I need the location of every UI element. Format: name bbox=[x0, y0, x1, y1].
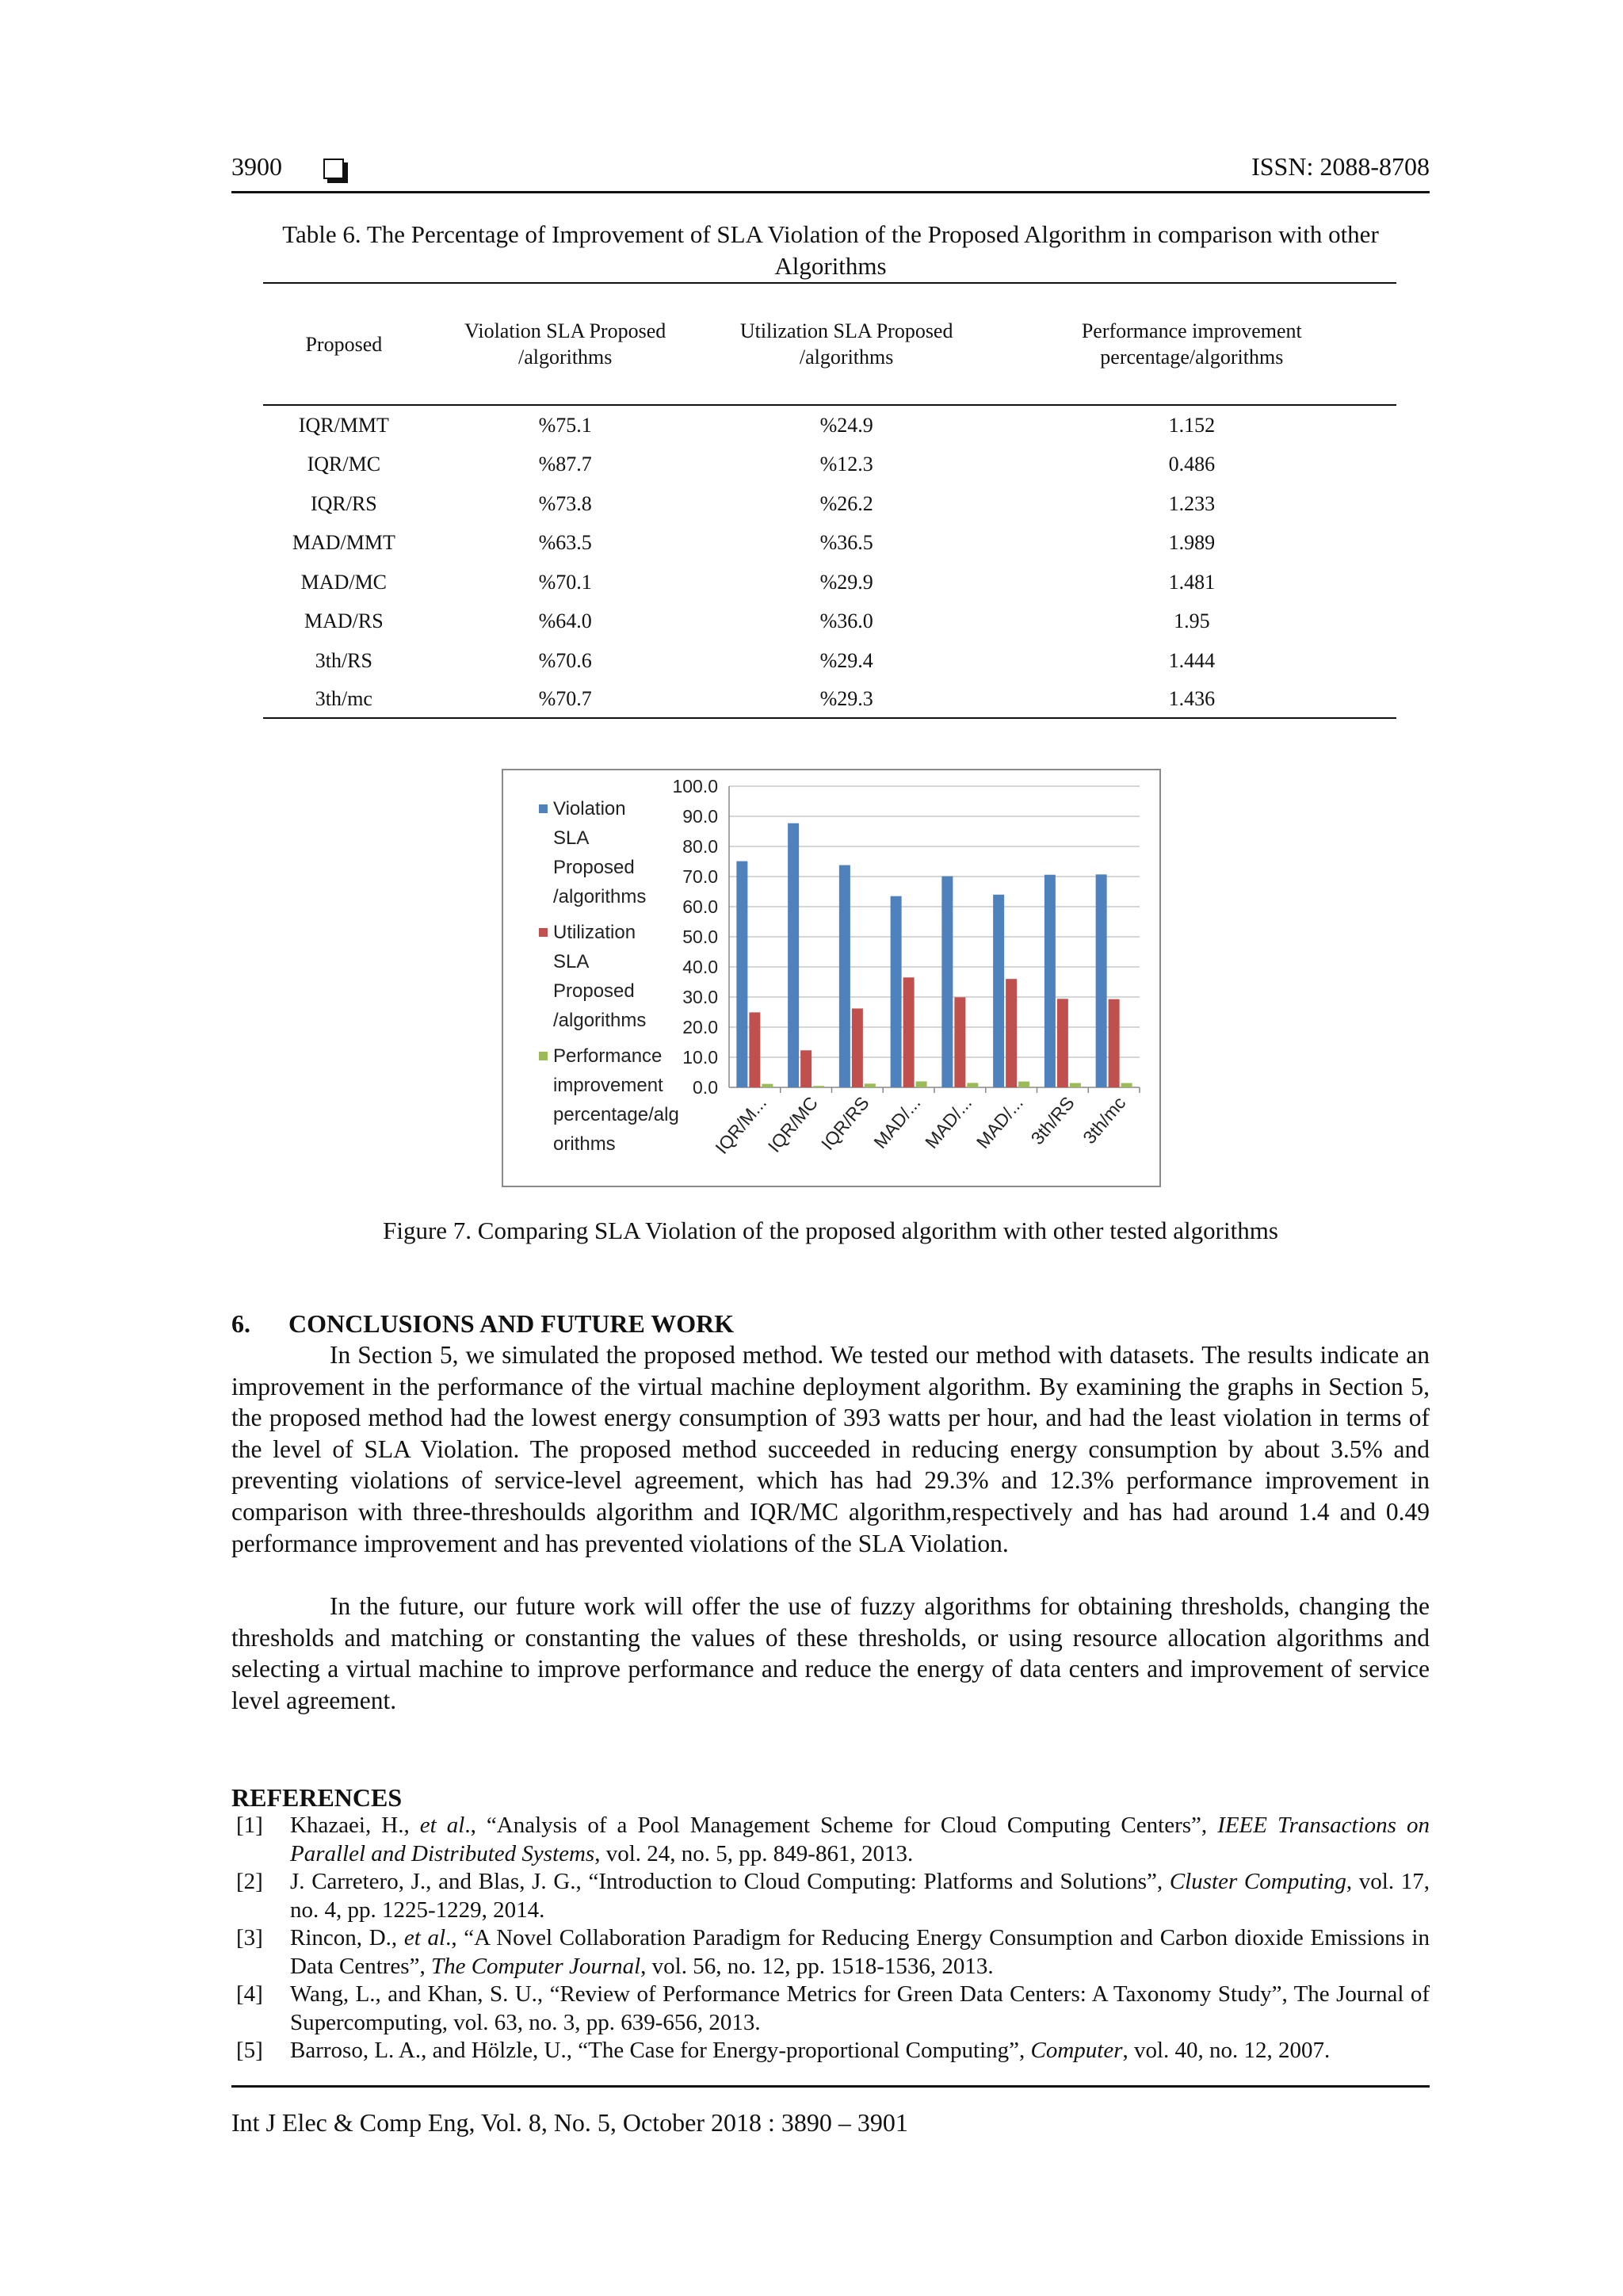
table-cell: %12.3 bbox=[819, 453, 873, 476]
y-tick-label: 60.0 bbox=[682, 896, 718, 917]
bar bbox=[1096, 874, 1107, 1087]
reference-number: [5] bbox=[236, 2038, 263, 2063]
table-row bbox=[263, 641, 1396, 681]
table-cell: %63.5 bbox=[538, 531, 592, 555]
table-cell: 3th/mc bbox=[263, 681, 425, 718]
table-row bbox=[263, 524, 1396, 563]
bar bbox=[1070, 1083, 1081, 1087]
table-cell: %75.1 bbox=[538, 413, 592, 437]
y-tick-label: 0.0 bbox=[693, 1077, 718, 1098]
bar bbox=[903, 977, 915, 1087]
bar bbox=[1044, 875, 1056, 1087]
legend-label: Performance bbox=[553, 1045, 663, 1067]
table-cell: IQR/MC bbox=[307, 453, 381, 476]
section-title: CONCLUSIONS AND FUTURE WORK bbox=[288, 1309, 735, 1338]
bar bbox=[1109, 999, 1120, 1087]
reference-item bbox=[231, 1924, 1430, 1981]
y-tick-label: 80.0 bbox=[682, 836, 718, 857]
reference-text: J. Carretero, J., and Blas, J. G., “Introduction to Cloud Computing: Platforms and Solutions”, bbox=[290, 1869, 1170, 1894]
bar bbox=[891, 896, 902, 1087]
page-header bbox=[231, 152, 1430, 190]
bar bbox=[852, 1008, 863, 1087]
table-row bbox=[263, 405, 1396, 445]
legend-label: Violation SLA bbox=[553, 798, 626, 849]
table-cell: IQR/MMT bbox=[298, 413, 389, 437]
table-cell: 1.436 bbox=[987, 681, 1396, 718]
reference-number: [4] bbox=[236, 1981, 263, 2007]
table-cell: %87.7 bbox=[538, 453, 592, 476]
references-heading: REFERENCES bbox=[231, 1783, 403, 1812]
table-row bbox=[263, 484, 1396, 524]
reference-journal: Cluster Computing bbox=[1169, 1869, 1346, 1894]
table-cell: %29.4 bbox=[819, 648, 873, 672]
bar bbox=[954, 997, 965, 1087]
table-cell: 1.989 bbox=[1168, 531, 1216, 555]
paragraph-text: In the future, our future work will offer the use of fuzzy algorithms for obtaining thresholds, changing the thresholds and matching or constanting the values of these thresholds, or using resource allocation algorithms and selecting a virtual machine to improve performance and reduce the energy of data centers and improvement of service level agreement. bbox=[231, 1592, 1430, 1714]
y-tick-label: 10.0 bbox=[682, 1047, 718, 1068]
paragraph bbox=[231, 1339, 1430, 1559]
reference-etal: et al bbox=[419, 1813, 465, 1838]
bar bbox=[762, 1084, 773, 1087]
reference-journal: IEEE Transactions on Parallel and Distributed Systems bbox=[290, 1813, 1430, 1866]
bar bbox=[800, 1050, 812, 1087]
table-cell: %29.9 bbox=[819, 570, 873, 594]
column-header: Proposed bbox=[263, 283, 425, 405]
reference-text: ., “Analysis of a Pool Management Scheme for Cloud Computing Centers”, bbox=[464, 1813, 1218, 1838]
reference-item bbox=[231, 2037, 1430, 2065]
table-row bbox=[263, 681, 1396, 718]
bar bbox=[813, 1086, 824, 1087]
legend-label: improvement bbox=[553, 1075, 663, 1096]
issn: ISSN: 2088-8708 bbox=[1251, 152, 1430, 181]
section-heading bbox=[231, 1309, 734, 1339]
table-cell: %36.5 bbox=[819, 531, 873, 555]
square-bullet-icon bbox=[323, 159, 344, 179]
y-tick-label: 70.0 bbox=[682, 866, 718, 887]
y-tick-label: 90.0 bbox=[682, 806, 718, 827]
reference-text: Wang, L., and Khan, S. U., “Review of Performance Metrics for Green Data Centers: A Taxonomy Study”, The Journal of Supercomputing, vol. 63, no. 3, pp. 639-656, 2013. bbox=[290, 1981, 1430, 2035]
table-row bbox=[263, 563, 1396, 602]
reference-text: Khazaei, H., bbox=[290, 1813, 420, 1838]
x-tick-label: 3th/RS bbox=[1026, 1092, 1079, 1149]
legend-label: Utilization SLA bbox=[553, 922, 636, 972]
bar bbox=[839, 865, 850, 1087]
footer-rule bbox=[231, 2085, 1430, 2088]
table-cell: %24.9 bbox=[819, 413, 873, 437]
header-rule bbox=[231, 191, 1430, 193]
legend-label: /algorithms bbox=[553, 1010, 647, 1031]
table-cell: MAD/MC bbox=[300, 570, 388, 594]
references-list bbox=[231, 1812, 1430, 2065]
reference-text: , vol. 56, no. 12, pp. 1518-1536, 2013. bbox=[640, 1953, 994, 1979]
column-header: Performance improvement percentage/algorithms bbox=[987, 283, 1396, 405]
y-tick-label: 20.0 bbox=[682, 1017, 718, 1037]
reference-text: Barroso, L. A., and Hölzle, U., “The Case for Energy-proportional Computing”, bbox=[290, 2038, 1031, 2063]
reference-text: ., “A Novel Collaboration Paradigm for Reducing Energy Consumption and Carbon dioxide Emissions in Data Centres”, bbox=[290, 1925, 1430, 1979]
page-number: 3900 bbox=[231, 152, 282, 181]
bar bbox=[1018, 1082, 1029, 1087]
column-header: Violation SLA Proposed /algorithms bbox=[425, 283, 706, 405]
legend-label: Proposed bbox=[553, 857, 635, 878]
x-tick-label: MAD/... bbox=[869, 1092, 925, 1152]
legend-label: orithms bbox=[553, 1133, 616, 1155]
bar bbox=[736, 861, 747, 1087]
table-cell: %26.2 bbox=[819, 491, 873, 515]
bar bbox=[967, 1083, 978, 1087]
bar bbox=[993, 895, 1004, 1087]
table-row bbox=[263, 445, 1396, 485]
table-cell: 1.444 bbox=[1168, 648, 1216, 672]
figure-7-chart bbox=[502, 769, 1161, 1187]
paragraph-text: In Section 5, we simulated the proposed method. We tested our method with datasets. The results indicate an improvement in the performance of the virtual machine deployment algorithm. By examining the graphs in Section 5, the proposed method had the lowest energy consumption of 393 watts per hour, and had the least violation in terms of the level of SLA Violation. The proposed method succeeded in reducing energy consumption by about 3.5% and preventing violations of service-level agreement, which has had 29.3% and 12.3% performance improvement in comparison with three-threshoulds algorithm and IQR/MC algorithm,respectively and has had around 1.4 and 0.49 performance improvement and has prevented violations of the SLA Violation. bbox=[231, 1341, 1430, 1557]
column-header: Utilization SLA Proposed /algorithms bbox=[706, 283, 987, 405]
reference-text: , vol. 17, no. 4, pp. 1225-1229, 2014. bbox=[290, 1869, 1430, 1923]
table-cell: %73.8 bbox=[538, 491, 592, 515]
section-number: 6. bbox=[231, 1309, 250, 1338]
bar bbox=[941, 877, 953, 1087]
table-cell: MAD/MMT bbox=[292, 531, 395, 555]
reference-number: [1] bbox=[236, 1813, 263, 1838]
reference-etal: et al bbox=[403, 1925, 446, 1950]
x-tick-label: IQR/M... bbox=[711, 1092, 771, 1158]
table-cell: MAD/RS bbox=[304, 609, 384, 633]
figure-caption: Figure 7. Comparing SLA Violation of the proposed algorithm with other tested algorithms bbox=[383, 1217, 1278, 1244]
y-tick-label: 40.0 bbox=[682, 957, 718, 977]
table-cell: %70.1 bbox=[538, 570, 592, 594]
y-tick-label: 50.0 bbox=[682, 926, 718, 947]
x-tick-label: IQR/RS bbox=[816, 1092, 873, 1154]
table-cell: %70.6 bbox=[538, 648, 592, 672]
reference-text: , vol. 24, no. 5, pp. 849-861, 2013. bbox=[594, 1840, 914, 1866]
legend-label: /algorithms bbox=[553, 886, 647, 907]
legend-label: percentage/alg bbox=[553, 1104, 679, 1125]
bar bbox=[865, 1083, 876, 1087]
y-tick-label: 100.0 bbox=[672, 776, 718, 797]
table-cell: 1.481 bbox=[1168, 570, 1216, 594]
table-cell: %36.0 bbox=[819, 609, 873, 633]
table-cell: 1.95 bbox=[1174, 609, 1210, 633]
x-tick-label: 3th/mc bbox=[1079, 1092, 1130, 1148]
table-caption: Table 6. The Percentage of Improvement of SLA Violation of the Proposed Algorithm in comparison with other Algorithms bbox=[282, 220, 1379, 280]
reference-number: [2] bbox=[236, 1869, 263, 1894]
table-cell: %64.0 bbox=[538, 609, 592, 633]
x-tick-label: MAD/... bbox=[972, 1092, 1027, 1152]
reference-item bbox=[231, 1812, 1430, 1868]
bar bbox=[1057, 999, 1068, 1087]
bar bbox=[788, 823, 799, 1087]
table-cell: %29.3 bbox=[706, 681, 987, 718]
bar bbox=[749, 1012, 760, 1087]
x-tick-label: MAD/... bbox=[921, 1092, 976, 1152]
bar bbox=[916, 1081, 927, 1087]
reference-number: [3] bbox=[236, 1925, 263, 1950]
page-footer: Int J Elec & Comp Eng, Vol. 8, No. 5, October 2018 : 3890 – 3901 bbox=[231, 2108, 908, 2137]
legend-label: Proposed bbox=[553, 980, 635, 1002]
table-cell: 1.233 bbox=[1168, 491, 1216, 515]
table-cell: 3th/RS bbox=[315, 648, 372, 672]
bar bbox=[1121, 1083, 1132, 1087]
reference-text: , vol. 40, no. 12, 2007. bbox=[1122, 2038, 1331, 2063]
table-row bbox=[263, 602, 1396, 642]
table-cell: 1.152 bbox=[1168, 413, 1216, 437]
reference-text: Rincon, D., bbox=[290, 1925, 404, 1950]
bar-chart-svg bbox=[503, 770, 1159, 1186]
results-table bbox=[263, 282, 1396, 719]
x-tick-label: IQR/MC bbox=[763, 1092, 822, 1156]
reference-item bbox=[231, 1981, 1430, 2037]
table-cell: %70.7 bbox=[425, 681, 706, 718]
y-tick-label: 30.0 bbox=[682, 987, 718, 1007]
reference-item bbox=[231, 1868, 1430, 1924]
reference-journal: The Computer Journal bbox=[430, 1953, 641, 1979]
bar bbox=[1006, 979, 1017, 1087]
table-header-row bbox=[263, 283, 1396, 405]
reference-journal: Computer bbox=[1030, 2038, 1123, 2063]
table-cell: 0.486 bbox=[1168, 453, 1216, 476]
table-cell: IQR/RS bbox=[310, 491, 377, 515]
paragraph bbox=[231, 1591, 1430, 1716]
